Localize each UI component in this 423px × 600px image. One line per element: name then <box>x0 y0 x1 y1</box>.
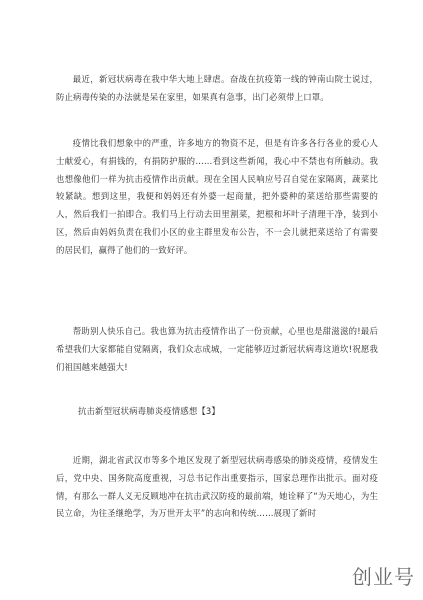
section-paragraph: 近期，湖北省武汉市等多个地区发现了新型冠状病毒感染的肺炎疫情，疫情发生后，党中央、国务院高度重视，习总书记作出重要指示，国家总理作出批示。面对疫情，有那么一群人义无反顾地冲在抗击武汉防疫的最前端，她诠释了“为天地心，为生民立命，为往圣继绝学，为万世开太平”的志向和传统……展现了新时 <box>56 455 378 519</box>
watermark-logo: 创业号 <box>352 565 415 589</box>
paragraph-1: 最近，新冠状病毒在我中华大地上肆虐。奋战在抗疫第一线的钟南山院士说过，防止病毒传染的办法就是呆在家里，如果真有急事，出门必须带上口罩。 <box>56 74 378 102</box>
paragraph-3: 帮助别人快乐自己。我也算为抗击疫情作出了一份贡献，心里也是甜滋滋的!最后希望我们大家都能自觉隔离，我们众志成城，一定能够迈过新冠状病毒这道坎!祝愿我们祖国越来越强大! <box>56 326 378 372</box>
paragraph-2: 疫情比我们想象中的严重，许多地方的物资不足，但是有许多各行各业的爱心人士献爱心，有捐钱的，有捐防护服的……看到这些新闻，我心中不禁也有所触动。我也想像他们一样为抗击疫情作出贡献。现在全国人民响应号召自觉在家隔离，蔬菜比较紧缺。想到这里，我便和妈妈还有外婆一起商量，把外婆种的菜送给那些需要的人，然后我们一拍即合。我们马上行动去田里割菜，把根和坏叶子清理干净，装到小区，然后由妈妈负责在我们小区的业主群里发布公告，不一会儿就把菜送给了有需要的居民们，赢得了他们的一致好评。 <box>56 138 378 255</box>
section-heading: 抗击新型冠状病毒肺炎疫情感想【3】 <box>78 406 220 416</box>
